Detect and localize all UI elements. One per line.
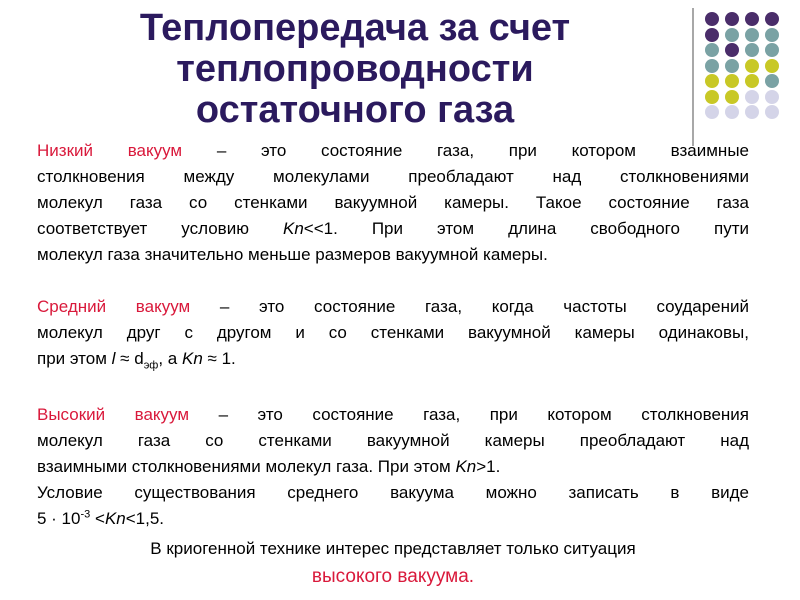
decorative-dot <box>725 105 739 119</box>
decorative-dot <box>745 12 759 26</box>
decorative-dot <box>725 12 739 26</box>
title-line-1: Теплопередача за счет <box>139 7 571 49</box>
conclusion-highlight: высокого вакуума. <box>311 566 475 587</box>
decorative-dot <box>765 105 779 119</box>
decorative-dot <box>745 90 759 104</box>
decorative-dot-grid <box>705 12 795 122</box>
decorative-dot <box>705 59 719 73</box>
conclusion-paragraph: В криогенной технике интерес представляет только ситуация высокого вакуума. <box>37 536 749 590</box>
decorative-dot <box>725 59 739 73</box>
decorative-dot <box>745 59 759 73</box>
decorative-dot <box>765 59 779 73</box>
decorative-dot <box>725 74 739 88</box>
decorative-dot <box>765 74 779 88</box>
decorative-dot <box>745 28 759 42</box>
medium-vacuum-term: Средний вакуум <box>37 297 191 316</box>
slide-title <box>95 8 615 131</box>
decorative-dot <box>725 90 739 104</box>
decorative-dot <box>705 90 719 104</box>
decorative-dot <box>765 28 779 42</box>
decorative-dot <box>745 105 759 119</box>
decorative-dot <box>725 28 739 42</box>
decorative-dot <box>765 12 779 26</box>
decorative-dot <box>745 74 759 88</box>
decorative-divider <box>692 8 694 146</box>
decorative-dot <box>705 105 719 119</box>
decorative-dot <box>765 90 779 104</box>
decorative-dot <box>705 12 719 26</box>
high-vacuum-paragraph: Высокий вакуум – это состояние газа, при котором столкновения молекул газа со стенками вакуумной камеры преобладают над взаимными столкновениями молекул газа. При этом Kn>1. Условие существования среднего вакуума можно записать в виде $5 \cdot 10^{-3} <Kn<1,5$. <box>37 405 749 528</box>
decorative-dot <box>745 43 759 57</box>
low-vacuum-paragraph: Низкий вакуум – это состояние газа, при котором взаимные столкновения между молекулами преобладают над столкновениями молекул газа со стенками вакуумной камеры. Такое состояние газа соответствует условию Kn<<1. При этом длина свободного пути молекул газа значительно меньше размеров вакуумной камеры. <box>37 141 749 264</box>
title-line-2: теплопроводности <box>176 48 534 90</box>
high-vacuum-term: Высокий вакуум <box>37 405 190 424</box>
decorative-dot <box>725 43 739 57</box>
decorative-dot <box>705 43 719 57</box>
low-vacuum-term: Низкий вакуум <box>37 141 183 160</box>
decorative-dot <box>765 43 779 57</box>
decorative-dot <box>705 74 719 88</box>
decorative-dot <box>705 28 719 42</box>
title-line-3: остаточного газа <box>195 89 515 131</box>
medium-vacuum-paragraph: Средний вакуум – это состояние газа, когда частоты соударений молекул друг с другом и со стенками вакуумной камеры одинаковы, при этом $l \approx d_{эф}$, а Kn ≈ 1. <box>37 297 750 372</box>
